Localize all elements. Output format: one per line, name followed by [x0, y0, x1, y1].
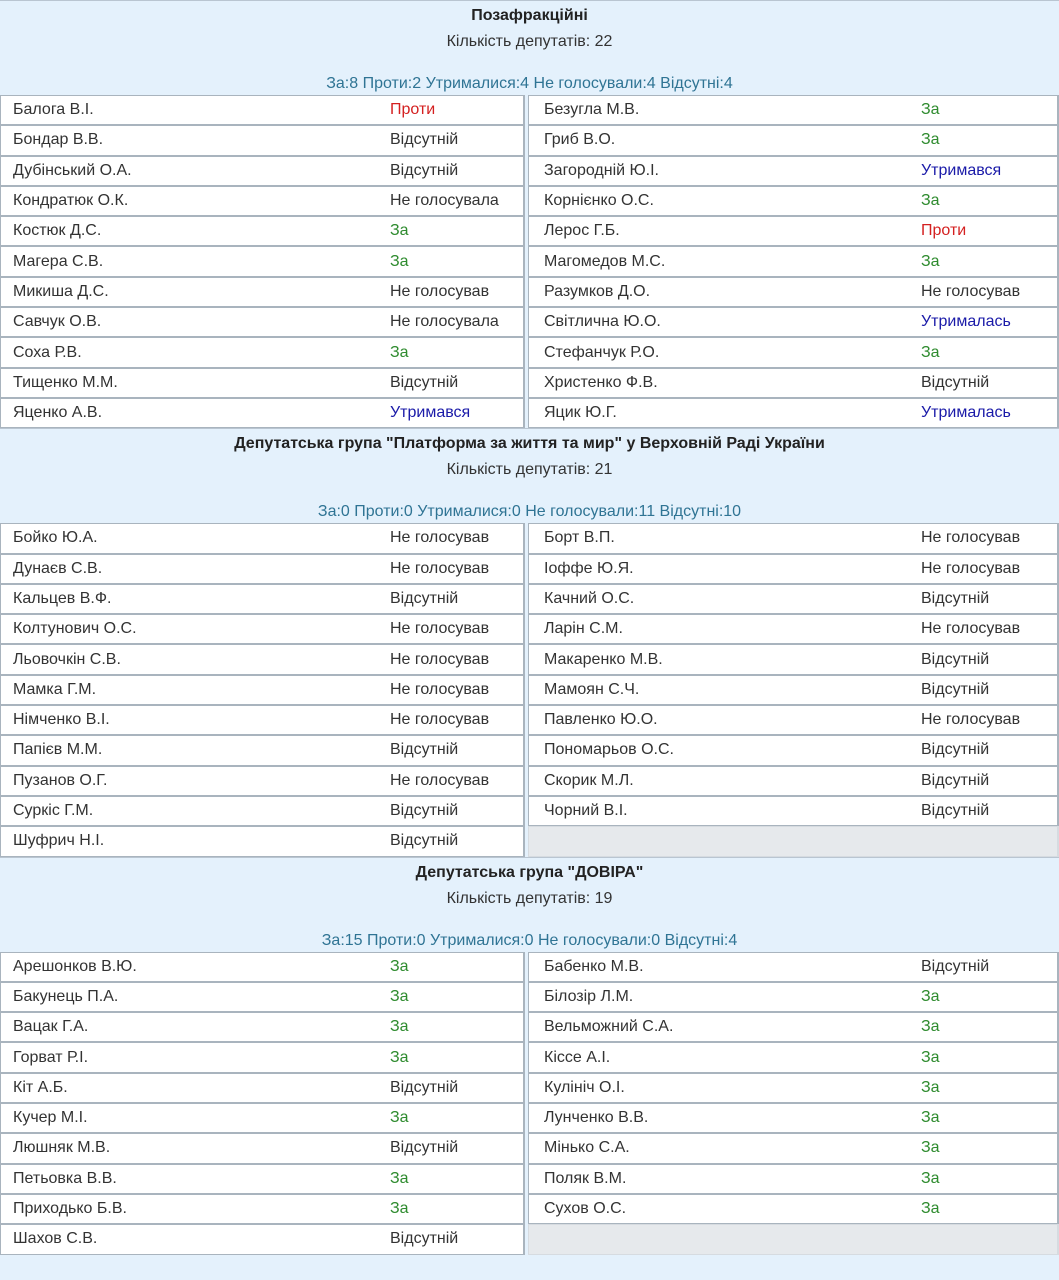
- vote-result: За: [921, 1078, 940, 1096]
- deputy-row: [0, 705, 525, 735]
- deputy-name: Світлична Ю.О.: [544, 313, 661, 331]
- deputy-row: [528, 1073, 1059, 1103]
- vote-result: За: [921, 1139, 940, 1157]
- vote-summary: За:8 Проти:2 Утрималися:4 Не голосували:4 Відсутні:4: [326, 75, 733, 92]
- vote-result: За: [390, 1048, 409, 1066]
- deputy-name: Борт В.П.: [544, 529, 615, 547]
- vote-result: Відсутній: [921, 650, 990, 668]
- deputy-name: Білозір Л.М.: [544, 987, 634, 1005]
- deputy-name: Бондар В.В.: [13, 131, 104, 149]
- deputy-row: [0, 644, 525, 674]
- deputy-name: Кучер М.І.: [13, 1109, 88, 1127]
- deputy-name: Бакунець П.А.: [13, 987, 119, 1005]
- deputy-name: Тищенко М.М.: [13, 373, 118, 391]
- deputy-row: [0, 523, 525, 553]
- deputy-row: [0, 398, 525, 428]
- deputy-name: Дубінський О.А.: [13, 161, 132, 179]
- deputy-row: [528, 307, 1059, 337]
- deputy-name: Люшняк М.В.: [13, 1139, 111, 1157]
- vote-result: За: [390, 957, 409, 975]
- deputy-name: Балога В.І.: [13, 101, 94, 119]
- vote-result: Не голосував: [390, 650, 490, 668]
- deputy-name: Лерос Г.Б.: [544, 222, 620, 240]
- deputy-name: Магера С.В.: [13, 252, 104, 270]
- faction-header: [0, 428, 1059, 523]
- vote-result: Відсутній: [921, 590, 990, 607]
- deputy-name: Німченко В.І.: [13, 711, 110, 729]
- deputy-row: [528, 1164, 1059, 1194]
- deputy-row: [528, 216, 1059, 246]
- faction-title: Позафракційні: [471, 7, 588, 24]
- vote-result: За: [921, 1200, 940, 1218]
- vote-result: За: [921, 252, 940, 270]
- faction-header: [0, 0, 1059, 95]
- vote-result: Відсутній: [390, 1230, 459, 1248]
- deputy-name: Безугла М.В.: [544, 101, 640, 119]
- vote-result: Відсутній: [921, 771, 990, 789]
- deputy-name: Макаренко М.В.: [544, 650, 663, 668]
- deputy-grid: [0, 523, 1059, 856]
- faction-section-platform-for-life-and-peace: [0, 428, 1059, 856]
- vote-result: Відсутній: [390, 590, 459, 607]
- deputy-row: [0, 1133, 525, 1163]
- vote-result: Відсутній: [921, 957, 990, 975]
- deputy-count: Кількість депутатів: 21: [446, 461, 613, 479]
- vote-result: За: [921, 1048, 940, 1066]
- deputy-count: Кількість депутатів: 19: [446, 889, 613, 907]
- deputy-name: Качний О.С.: [544, 590, 635, 607]
- deputy-row: [0, 1164, 525, 1194]
- deputy-name: Скорик М.Л.: [544, 771, 634, 789]
- vote-result: Відсутній: [390, 802, 459, 820]
- empty-cell: [528, 826, 1059, 856]
- deputy-row: [528, 554, 1059, 584]
- vote-result: Проти: [921, 222, 967, 240]
- deputy-row: [528, 125, 1059, 155]
- vote-result: За: [921, 987, 940, 1005]
- vote-result: Утрималась: [921, 313, 1011, 331]
- vote-result: Відсутній: [390, 1078, 459, 1096]
- vote-result: За: [390, 343, 409, 361]
- deputy-row: [0, 186, 525, 216]
- vote-result: Проти: [390, 101, 436, 119]
- deputy-row: [0, 1103, 525, 1133]
- deputy-row: [0, 125, 525, 155]
- deputy-row: [0, 554, 525, 584]
- vote-result: Не голосував: [921, 529, 1021, 547]
- vote-result: Не голосував: [921, 711, 1021, 729]
- deputy-row: [528, 156, 1059, 186]
- vote-result: Відсутній: [921, 741, 990, 759]
- vote-result: За: [390, 252, 409, 270]
- deputy-row: [528, 1012, 1059, 1042]
- deputy-row: [528, 277, 1059, 307]
- deputy-name: Кіссе А.І.: [544, 1048, 611, 1066]
- deputy-row: [0, 982, 525, 1012]
- deputy-row: [0, 307, 525, 337]
- deputy-row: [528, 398, 1059, 428]
- deputy-name: Соха Р.В.: [13, 343, 82, 361]
- faction-title: Депутатська група "Платформа за життя та мир" у Верховній Раді України: [234, 435, 825, 453]
- faction-header: [0, 857, 1059, 952]
- vote-result: Відсутній: [390, 131, 459, 149]
- empty-cell: [528, 1224, 1059, 1254]
- deputy-row: [528, 982, 1059, 1012]
- faction-title: Депутатська група "ДОВІРА": [415, 863, 644, 881]
- vote-result: За: [921, 131, 940, 149]
- deputy-name: Лунченко В.В.: [544, 1109, 649, 1127]
- deputy-row: [528, 186, 1059, 216]
- vote-result: Не голосував: [390, 529, 490, 547]
- vote-result: За: [921, 1169, 940, 1187]
- deputy-row: [528, 644, 1059, 674]
- deputy-row: [528, 95, 1059, 125]
- deputy-name: Петьовка В.В.: [13, 1169, 117, 1187]
- vote-result: Відсутній: [921, 373, 990, 391]
- vote-result: Утримався: [390, 404, 471, 422]
- deputy-grid: [0, 95, 1059, 428]
- deputy-name: Христенко Ф.В.: [544, 373, 658, 391]
- vote-result: Не голосував: [921, 620, 1021, 638]
- vote-result: Не голосував: [390, 711, 490, 729]
- deputy-name: Кальцев В.Ф.: [13, 590, 112, 607]
- deputy-row: [0, 766, 525, 796]
- deputy-name: Льовочкін С.В.: [13, 650, 121, 668]
- vote-result: Відсутній: [921, 802, 990, 820]
- deputy-row: [528, 705, 1059, 735]
- deputy-name: Загородній Ю.І.: [544, 161, 659, 179]
- deputy-row: [0, 216, 525, 246]
- deputy-name: Чорний В.І.: [544, 802, 628, 820]
- deputy-name: Пузанов О.Г.: [13, 771, 108, 789]
- deputy-name: Дунаєв С.В.: [13, 559, 103, 577]
- vote-result: Не голосувала: [390, 313, 499, 331]
- deputy-row: [528, 1103, 1059, 1133]
- deputy-name: Корнієнко О.С.: [544, 192, 654, 210]
- deputy-row: [0, 1073, 525, 1103]
- deputy-name: Горват Р.І.: [13, 1048, 89, 1066]
- deputy-name: Кіт А.Б.: [13, 1078, 68, 1096]
- vote-result: За: [921, 1109, 940, 1127]
- deputy-row: [528, 246, 1059, 276]
- deputy-name: Мамоян С.Ч.: [544, 680, 640, 698]
- vote-result: Утримався: [921, 161, 1002, 179]
- deputy-row: [528, 1042, 1059, 1072]
- vote-result: За: [921, 101, 940, 119]
- vote-result: Не голосував: [921, 282, 1021, 300]
- deputy-name: Стефанчук Р.О.: [544, 343, 660, 361]
- deputy-row: [0, 1012, 525, 1042]
- deputy-row: [528, 614, 1059, 644]
- deputy-row: [528, 675, 1059, 705]
- deputy-name: Мінько С.А.: [544, 1139, 630, 1157]
- deputy-name: Яценко А.В.: [13, 404, 103, 422]
- faction-section-nonaffiliated: [0, 0, 1059, 428]
- deputy-name: Савчук О.В.: [13, 313, 102, 331]
- deputy-name: Магомедов М.С.: [544, 252, 666, 270]
- deputy-grid: [0, 952, 1059, 1255]
- vote-result: Не голосував: [390, 771, 490, 789]
- vote-result: Відсутній: [390, 161, 459, 179]
- deputy-name: Павленко Ю.О.: [544, 711, 658, 729]
- vote-result: Утрималась: [921, 404, 1011, 422]
- deputy-name: Вельможний С.А.: [544, 1018, 674, 1036]
- vote-result: Відсутній: [921, 680, 990, 698]
- deputy-row: [528, 523, 1059, 553]
- deputy-name: Вацак Г.А.: [13, 1018, 89, 1036]
- deputy-row: [0, 368, 525, 398]
- vote-result: За: [390, 1169, 409, 1187]
- deputy-row: [0, 614, 525, 644]
- vote-result: Відсутній: [390, 373, 459, 391]
- deputy-name: Гриб В.О.: [544, 131, 616, 149]
- vote-result: Не голосував: [390, 620, 490, 638]
- deputy-row: [528, 1194, 1059, 1224]
- vote-result: Не голосувала: [390, 192, 499, 210]
- deputy-row: [0, 337, 525, 367]
- deputy-row: [0, 675, 525, 705]
- deputy-row: [0, 584, 525, 614]
- deputy-count: Кількість депутатів: 22: [446, 33, 613, 50]
- deputy-row: [0, 1224, 525, 1254]
- deputy-row: [528, 796, 1059, 826]
- deputy-row: [0, 796, 525, 826]
- deputy-name: Разумков Д.О.: [544, 282, 651, 300]
- vote-result: Відсутній: [390, 832, 459, 850]
- deputy-name: Бойко Ю.А.: [13, 529, 98, 547]
- deputy-row: [0, 735, 525, 765]
- deputy-name: Яцик Ю.Г.: [544, 404, 617, 422]
- deputy-row: [0, 156, 525, 186]
- deputy-name: Суркіс Г.М.: [13, 802, 94, 820]
- vote-summary: За:0 Проти:0 Утрималися:0 Не голосували:11 Відсутні:10: [317, 503, 742, 521]
- deputy-name: Пономарьов О.С.: [544, 741, 674, 759]
- deputy-name: Ларін С.М.: [544, 620, 623, 638]
- deputy-name: Микиша Д.С.: [13, 282, 109, 300]
- deputy-row: [528, 1133, 1059, 1163]
- deputy-row: [0, 952, 525, 982]
- vote-result: За: [390, 222, 409, 240]
- deputy-row: [528, 952, 1059, 982]
- deputy-name: Шахов С.В.: [13, 1230, 98, 1248]
- vote-result: Відсутній: [390, 1139, 459, 1157]
- vote-result: Не голосував: [390, 282, 490, 300]
- vote-result: Не голосував: [921, 559, 1021, 577]
- vote-result: За: [921, 1018, 940, 1036]
- deputy-row: [0, 1042, 525, 1072]
- vote-summary: За:15 Проти:0 Утрималися:0 Не голосували:0 Відсутні:4: [321, 931, 738, 949]
- deputy-row: [528, 735, 1059, 765]
- deputy-row: [0, 1194, 525, 1224]
- deputy-name: Приходько Б.В.: [13, 1200, 127, 1218]
- vote-result: Відсутній: [390, 741, 459, 759]
- deputy-row: [528, 337, 1059, 367]
- deputy-name: Поляк В.М.: [544, 1169, 627, 1187]
- deputy-name: Кулініч О.І.: [544, 1078, 625, 1096]
- deputy-name: Арешонков В.Ю.: [13, 957, 137, 975]
- deputy-row: [0, 246, 525, 276]
- deputy-row: [0, 95, 525, 125]
- deputy-name: Сухов О.С.: [544, 1200, 627, 1218]
- vote-result: За: [390, 1018, 409, 1036]
- vote-result: За: [390, 1200, 409, 1218]
- deputy-name: Костюк Д.С.: [13, 222, 102, 240]
- faction-section-dovira: [0, 857, 1059, 1255]
- deputy-name: Мамка Г.М.: [13, 680, 97, 698]
- vote-result: Не голосував: [390, 559, 490, 577]
- deputy-row: [528, 368, 1059, 398]
- deputy-name: Кондратюк О.К.: [13, 192, 129, 210]
- deputy-name: Папієв М.М.: [13, 741, 103, 759]
- deputy-name: Бабенко М.В.: [544, 957, 644, 975]
- deputy-name: Колтунович О.С.: [13, 620, 137, 638]
- vote-result: За: [390, 987, 409, 1005]
- vote-result: За: [921, 343, 940, 361]
- deputy-row: [0, 826, 525, 856]
- deputy-name: Іоффе Ю.Я.: [544, 559, 634, 577]
- vote-result: Не голосував: [390, 680, 490, 698]
- vote-result: За: [921, 192, 940, 210]
- deputy-row: [528, 584, 1059, 614]
- deputy-row: [528, 766, 1059, 796]
- deputy-row: [0, 277, 525, 307]
- deputy-name: Шуфрич Н.І.: [13, 832, 105, 850]
- vote-result: За: [390, 1109, 409, 1127]
